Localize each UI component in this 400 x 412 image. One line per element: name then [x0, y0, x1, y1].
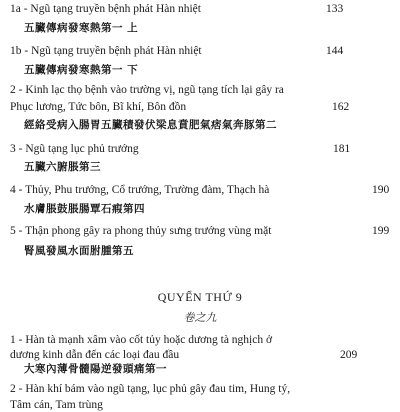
toc-entry-title: Phục lương, Tức bôn, Bĩ khí, Bôn đồn	[10, 101, 187, 113]
toc-entry[interactable]	[10, 333, 386, 347]
toc-entry-page: 162	[332, 101, 350, 113]
toc-entry-title: 5 - Thận phong gây ra phong thủy sưng trướng vùng mặt	[10, 225, 272, 237]
toc-entry[interactable]	[10, 2, 386, 16]
toc-entry-title: 4 - Thủy, Phu trướng, Cổ trướng, Trường đàm, Thạch hà	[10, 184, 270, 196]
toc-entry[interactable]	[10, 83, 386, 97]
section-subtitle: 卷之九	[183, 311, 217, 324]
toc-entry-page: 199	[372, 225, 390, 237]
toc-entry[interactable]	[10, 382, 386, 396]
toc-entry-title: 1b - Ngũ tạng truyền bệnh phát Hàn nhiệt	[10, 45, 202, 57]
toc-entry-page: 209	[340, 349, 358, 361]
toc-entry[interactable]	[10, 44, 386, 58]
toc-entry-title: Tâm cán, Tam trùng	[10, 399, 103, 411]
toc-entry[interactable]	[10, 224, 390, 238]
toc-entry-title: 1a - Ngũ tạng truyền bệnh phát Hàn nhiệt	[10, 3, 201, 15]
toc-entry-title: 1 - Hàn tà mạnh xâm vào cốt tủy hoặc dương tà nghịch ở	[10, 334, 273, 346]
toc-entry-continuation	[10, 100, 386, 114]
toc-entry-chinese: 水膚脹鼓脹腸覃石瘕第四	[24, 203, 145, 215]
toc-entry-title: dương kinh dẫn đến các loại đau đầu	[10, 349, 180, 361]
toc-entry-title: 2 - Kinh lạc thọ bệnh vào trường vị, ngũ tạng tích lại gây ra	[10, 84, 284, 96]
toc-entry-continuation	[10, 348, 386, 362]
toc-entry-page: 181	[333, 143, 351, 155]
toc-entry-chinese: 五臟六腑脹第三	[24, 161, 101, 173]
toc-entry-title: 3 - Ngũ tạng lục phủ trướng	[10, 143, 139, 155]
toc-entry-page: 190	[372, 184, 390, 196]
toc-entry-continuation	[10, 398, 386, 412]
toc-entry[interactable]	[10, 142, 386, 156]
toc-entry-title: 2 - Hàn khí bám vào ngũ tạng, lục phủ gây đau tim, Hung tý,	[10, 383, 291, 395]
toc-entry-chinese: 五臟傳病發寒熱第一 下	[24, 64, 139, 76]
toc-entry[interactable]	[10, 183, 390, 197]
toc-entry-chinese: 五臟傳病發寒熱第一 上	[24, 22, 139, 34]
toc-entry-chinese: 大寒內薄骨髓陽逆發頭痛第一	[24, 363, 167, 375]
toc-entry-chinese: 腎風發風水面胕腫第五	[24, 245, 134, 257]
toc-entry-chinese: 經絡受病入腸胃五臟積發伏梁息賁肥氣痞氣奔豚第二	[24, 119, 277, 131]
toc-entry-page: 144	[326, 45, 344, 57]
section-title: QUYỂN THỨ 9	[157, 290, 243, 304]
toc-entry-page: 133	[326, 3, 344, 15]
